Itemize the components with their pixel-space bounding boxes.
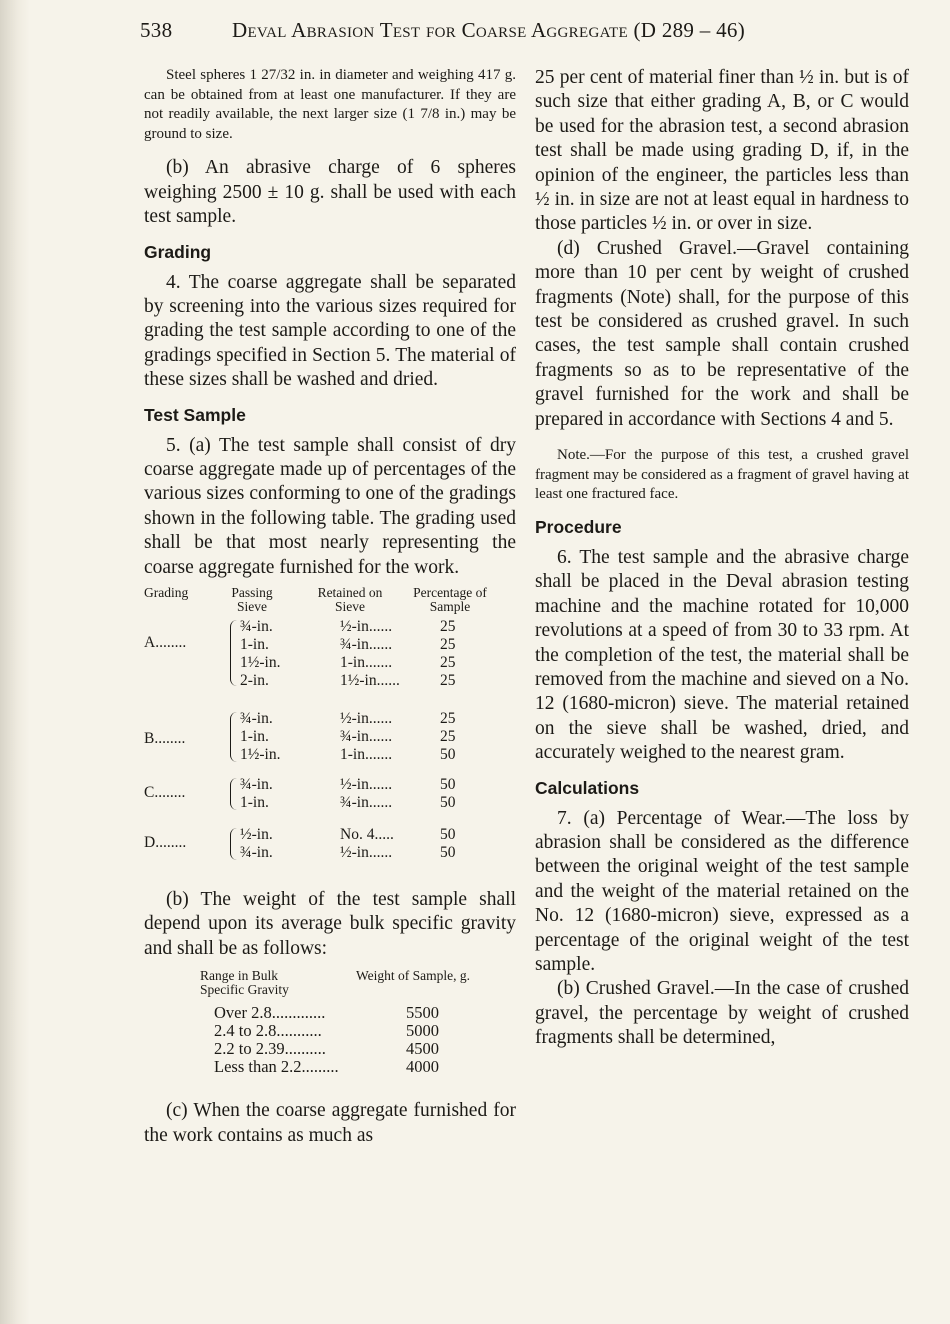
heading-calculations: Calculations — [535, 777, 640, 798]
page-number: 538 — [140, 18, 173, 42]
heading-test-sample: Test Sample — [144, 404, 246, 425]
grading-table — [144, 586, 516, 888]
spheres-note: Steel spheres 1 27/32 in. in diameter and weighing 417 g. can be obtained from at least one manufacturer. If they are not readily available, the next larger size (1 7/8 in.) may be ground to size. — [144, 67, 516, 142]
table-row: 2.4 to 2.8........... 5000 — [214, 1021, 439, 1041]
paragraph-5b: (b) The weight of the test sample shall depend upon its average bulk specific gravity and shall be as follows: — [144, 889, 516, 959]
table-row: ¾-in. ½-in...... 25 — [240, 710, 456, 728]
table-row: 1-in. ¾-in...... 25 — [240, 636, 456, 654]
col-header-passing: Passing Sieve — [231, 585, 273, 615]
paragraph-3b: (b) An abrasive charge of 6 spheres weighing 2500 ± 10 g. shall be used with each test sample. — [144, 157, 516, 228]
grading-label-d: D........ — [144, 834, 187, 852]
table-row: 1½-in. 1-in....... 50 — [240, 746, 456, 764]
table-row: 1½-in. 1-in....... 25 — [240, 654, 456, 672]
table-row: 1-in. ¾-in...... 25 — [240, 728, 456, 746]
right-column — [535, 66, 909, 1051]
col-header-retained: Retained on Sieve — [317, 585, 383, 615]
bulk-gravity-table — [144, 969, 516, 1089]
crushed-gravel-note: Note.—For the purpose of this test, a crushed gravel fragment may be considered as a fragment of gravel having at least one fractured face. — [535, 447, 909, 503]
paragraph-5a: 5. (a) The test sample shall consist of dry coarse aggregate made up of percentages of the various sizes conforming to one of the gradings shown in the following table. The grading used shall be that most nearly representing the coarse aggregate furnished for the work. — [144, 434, 516, 578]
left-column — [144, 66, 516, 1148]
table-row: 2.2 to 2.39.......... 4500 — [214, 1039, 439, 1059]
paragraph-7a: 7. (a) Percentage of Wear.—The loss by abrasion shall be considered as the difference between the original weight of the test sample and the weight of the material retained on the No. 12 (1680-micron) sieve, expressed as a percentage of the original weight of the test sample. — [535, 807, 909, 975]
paragraph-5c: (c) When the coarse aggregate furnished for the work contains as much as — [144, 1100, 516, 1146]
paragraph-4: 4. The coarse aggregate shall be separated by screening into the various sizes required for grading the test sample according to one of the gradings specified in Section 5. The material of these sizes shall be washed and dried. — [144, 271, 516, 391]
heading-grading: Grading — [144, 241, 212, 262]
col-header-percentage: Percentage of Sample — [413, 585, 487, 615]
col-header-grading: Grading — [144, 585, 189, 601]
table-row: 1-in. ¾-in...... 50 — [240, 794, 456, 812]
table-row: ¾-in. ½-in...... 25 — [240, 618, 456, 636]
paragraph-6: 6. The test sample and the abrasive charge shall be placed in the Deval abrasion testing machine and the machine rotated for 10,000 revolutions at a speed of from 30 to 33 rpm. At the completion of the test, the material shall be removed from the machine and sieved on a No. 12 (1680-micron) sieve. The material retained on the sieve shall be washed, dried, and accurately weighed to the nearest gram. — [535, 546, 909, 764]
paragraph-5c-continued: 25 per cent of material finer than ½ in. but is of such size that either grading A, B, or C would be used for the abrasion test, a second abrasion test shall be made using grading D, if, in the opinion of the engineer, the particles less than ½ in. in size are not at least equal in hardness to those particles ½ in. or over in size. — [535, 67, 909, 235]
paragraph-7b: (b) Crushed Gravel.—In the case of crushed gravel, the percentage by weight of crushed fragments shall be determined, — [535, 978, 909, 1049]
running-title: Deval Abrasion Test for Coarse Aggregate (D 289 – 46) — [232, 18, 746, 42]
grading-label-a: A........ — [144, 634, 187, 652]
table-row: 2-in. 1½-in...... 25 — [240, 672, 456, 690]
grading-label-c: C........ — [144, 784, 186, 802]
table-row: ½-in. No. 4..... 50 — [240, 826, 456, 844]
col-header-weight: Weight of Sample, g. — [356, 968, 471, 984]
table-row: ¾-in. ½-in...... 50 — [240, 776, 456, 794]
page-binding-edge — [0, 0, 30, 1324]
table-row: Less than 2.2......... 4000 — [214, 1057, 439, 1077]
paragraph-5d: (d) Crushed Gravel.—Gravel containing more than 10 per cent by weight of crushed fragments (Note) shall, for the purpose of this test be considered as crushed gravel. In such cases, the test sample shall contain crushed fragments so as to be representative of the gravel furnished for the work and shall be prepared in accordance with Sections 4 and 5. — [535, 237, 909, 430]
running-header — [140, 18, 910, 48]
heading-procedure: Procedure — [535, 516, 622, 537]
table-row: Over 2.8............. 5500 — [214, 1003, 439, 1023]
grading-label-b: B........ — [144, 730, 186, 748]
table-row: ¾-in. ½-in...... 50 — [240, 844, 456, 862]
col-header-range: Range in Bulk Specific Gravity — [200, 968, 289, 998]
